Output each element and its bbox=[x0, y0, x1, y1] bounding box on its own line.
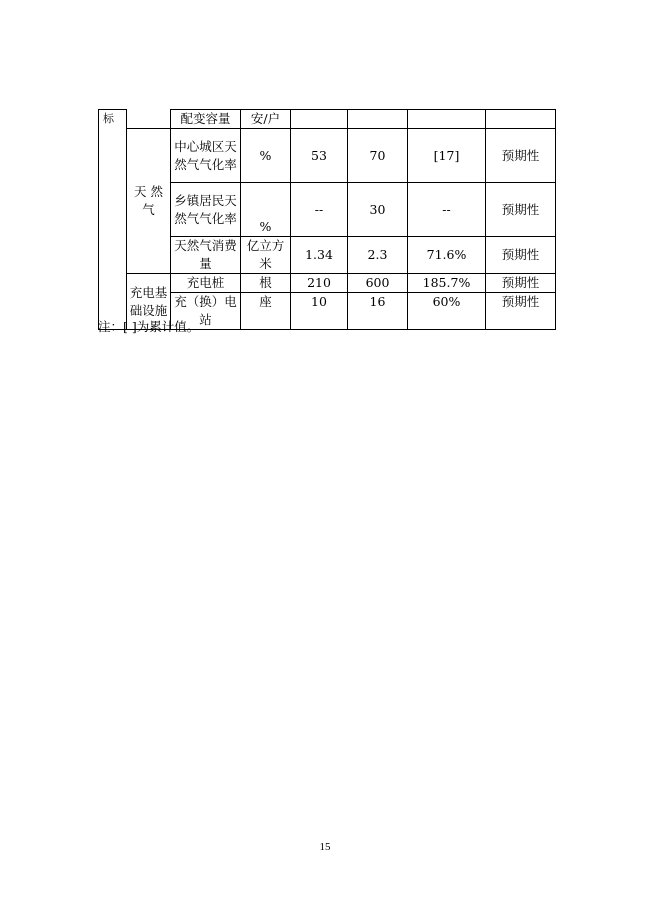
unit-cell: 座 bbox=[241, 293, 291, 330]
value-cell: 53 bbox=[291, 129, 348, 183]
attribute-cell bbox=[486, 110, 556, 129]
value-cell: 185.7% bbox=[408, 274, 486, 293]
group-charging-cell: 充电基础设施 bbox=[127, 274, 171, 330]
value-cell: 70 bbox=[348, 129, 408, 183]
value-cell bbox=[291, 110, 348, 129]
value-cell bbox=[348, 110, 408, 129]
page-number: 15 bbox=[319, 841, 331, 853]
unit-cell: % bbox=[241, 183, 291, 237]
attribute-cell: 预期性 bbox=[486, 183, 556, 237]
value-cell: -- bbox=[408, 183, 486, 237]
value-cell: 1.34 bbox=[291, 237, 348, 274]
indicator-name: 乡镇居民天然气气化率 bbox=[171, 183, 241, 237]
indicator-name: 充电桩 bbox=[171, 274, 241, 293]
value-cell: 210 bbox=[291, 274, 348, 293]
value-cell: 2.3 bbox=[348, 237, 408, 274]
unit-cell: 安/户 bbox=[241, 110, 291, 129]
table-row bbox=[99, 129, 556, 183]
category-cell: 标 bbox=[99, 110, 127, 330]
table-row bbox=[99, 110, 556, 129]
value-cell: 16 bbox=[348, 293, 408, 330]
indicator-name: 充（换）电站 bbox=[171, 293, 241, 330]
value-cell: 30 bbox=[348, 183, 408, 237]
value-cell: 71.6% bbox=[408, 237, 486, 274]
attribute-cell: 预期性 bbox=[486, 293, 556, 330]
value-cell: -- bbox=[291, 183, 348, 237]
table-note: 注：[ ]为累计值。 bbox=[98, 319, 200, 334]
table-row bbox=[99, 274, 556, 293]
indicator-name: 中心城区天然气气化率 bbox=[171, 129, 241, 183]
subcategory-cell bbox=[127, 110, 171, 129]
unit-cell: 根 bbox=[241, 274, 291, 293]
indicator-name: 天然气消费量 bbox=[171, 237, 241, 274]
attribute-cell: 预期性 bbox=[486, 274, 556, 293]
indicator-name: 配变容量 bbox=[171, 110, 241, 129]
attribute-cell: 预期性 bbox=[486, 129, 556, 183]
value-cell: 10 bbox=[291, 293, 348, 330]
value-cell: [17] bbox=[408, 129, 486, 183]
unit-cell: % bbox=[241, 129, 291, 183]
value-cell: 600 bbox=[348, 274, 408, 293]
unit-cell: 亿立方米 bbox=[241, 237, 291, 274]
value-cell bbox=[408, 110, 486, 129]
attribute-cell: 预期性 bbox=[486, 237, 556, 274]
indicator-table bbox=[98, 109, 556, 330]
value-cell: 60% bbox=[408, 293, 486, 330]
group-gas-cell: 天 然 气 bbox=[127, 129, 171, 274]
